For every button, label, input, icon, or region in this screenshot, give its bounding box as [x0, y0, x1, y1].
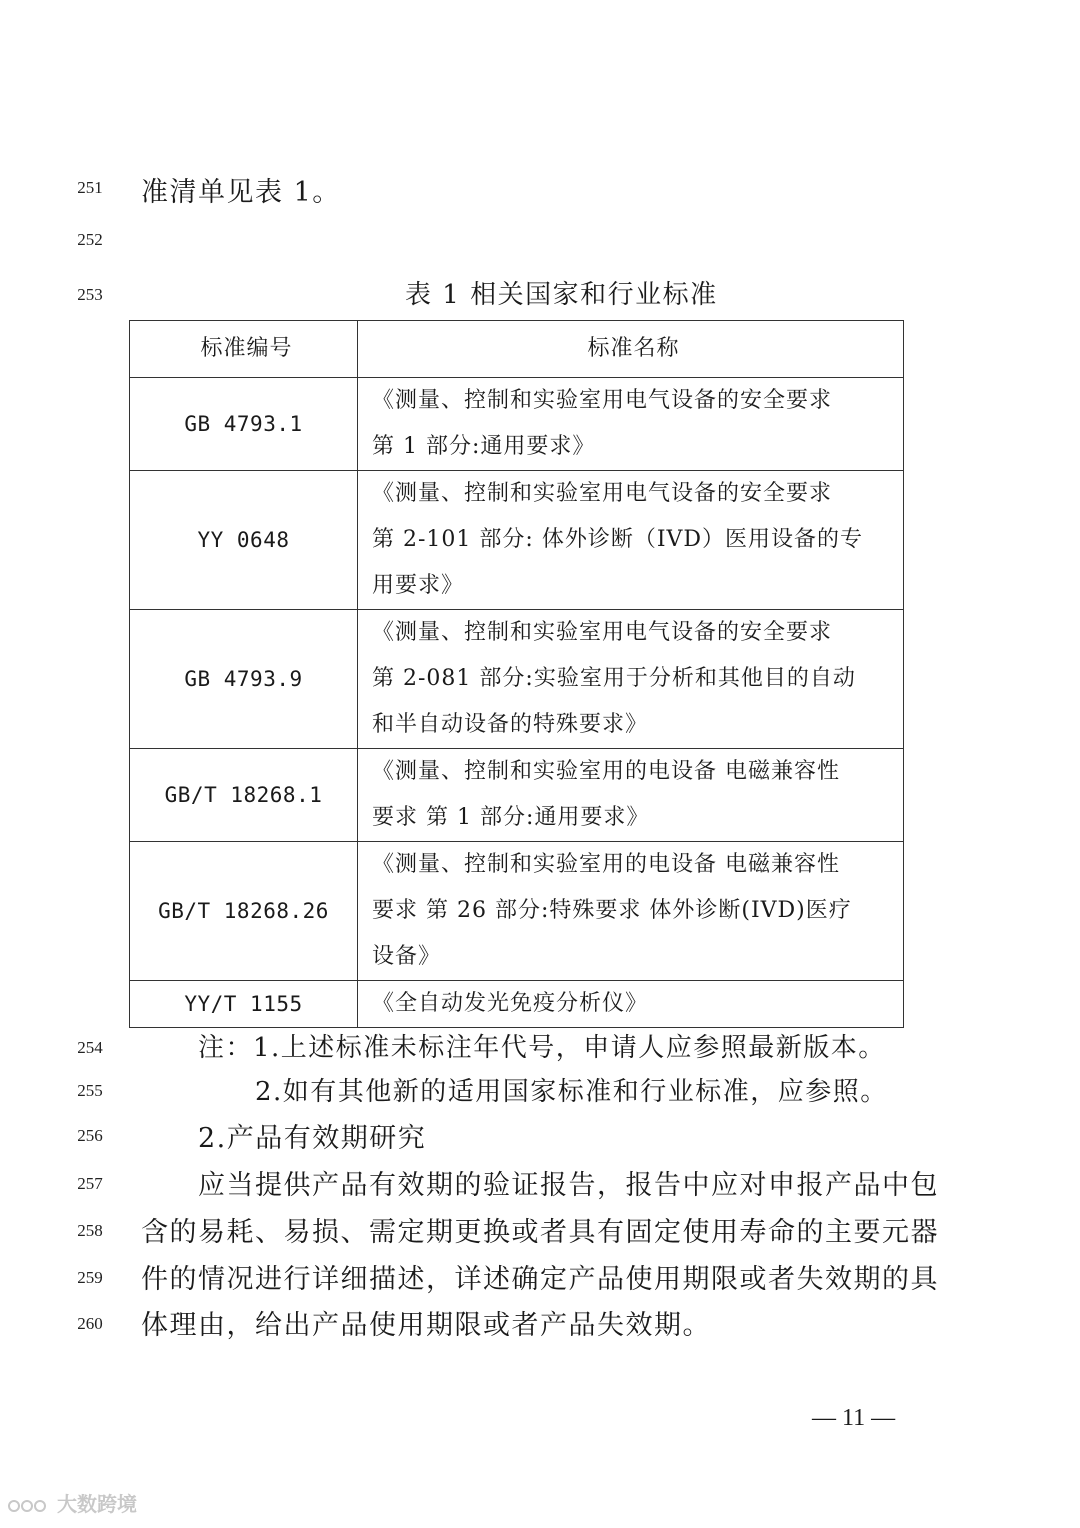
line-number-251: 251 [77, 178, 103, 197]
paragraph-line: 体理由，给出产品使用期限或者产品失效期。 [141, 1310, 711, 1341]
watermark [8, 1488, 137, 1517]
paragraph-line: 含的易耗、易损、需定期更换或者具有固定使用寿命的主要元器 [141, 1217, 939, 1248]
standard-name [358, 378, 904, 471]
standard-name-line: 《测量、控制和实验室用的电设备 电磁兼容性 [372, 759, 840, 784]
standard-name-line: 《测量、控制和实验室用的电设备 电磁兼容性 [372, 852, 840, 877]
standard-name-line: 《测量、控制和实验室用电气设备的安全要求 [372, 388, 833, 413]
line-number-254: 254 [77, 1038, 103, 1057]
standard-name [358, 471, 904, 610]
standard-code: GB 4793.9 [130, 610, 358, 749]
standard-name-line: 《测量、控制和实验室用电气设备的安全要求 [372, 481, 833, 506]
watermark-logo-icon [8, 1497, 46, 1515]
table-caption: 表 1 相关国家和行业标准 [405, 280, 718, 310]
standard-code: GB/T 18268.1 [130, 749, 358, 842]
standard-name-line: 《全自动发光免疫分析仪》 [372, 991, 649, 1016]
standard-name-line: 第 1 部分:通用要求》 [372, 434, 596, 459]
section-heading: 2.产品有效期研究 [198, 1123, 427, 1154]
intro-text: 准清单见表 1。 [141, 177, 341, 208]
line-number-255: 255 [77, 1081, 103, 1100]
line-number-252: 252 [77, 230, 103, 249]
standard-name [358, 610, 904, 749]
line-number-259: 259 [77, 1268, 103, 1287]
line-number-253: 253 [77, 285, 103, 304]
standard-name-line: 《测量、控制和实验室用电气设备的安全要求 [372, 620, 833, 645]
table-row [130, 842, 904, 981]
line-number-260: 260 [77, 1314, 103, 1333]
standard-name [358, 749, 904, 842]
standard-name-line: 要求 第 1 部分:通用要求》 [372, 805, 650, 830]
standard-name-line: 设备》 [372, 944, 442, 969]
header-standard-code: 标准编号 [130, 321, 358, 378]
standard-code: GB 4793.1 [130, 378, 358, 471]
paragraph-line: 应当提供产品有效期的验证报告，报告中应对申报产品中包 [198, 1170, 939, 1201]
table-row [130, 471, 904, 610]
standard-name-line: 要求 第 26 部分:特殊要求 体外诊断(IVD)医疗 [372, 898, 852, 923]
table-row [130, 981, 904, 1028]
standard-name [358, 842, 904, 981]
paragraph-line: 件的情况进行详细描述，详述确定产品使用期限或者失效期的具 [141, 1264, 939, 1295]
header-standard-name: 标准名称 [358, 321, 904, 378]
note-2: 2.如有其他新的适用国家标准和行业标准，应参照。 [255, 1077, 888, 1107]
standard-code: YY/T 1155 [130, 981, 358, 1028]
table-header-row [130, 321, 904, 378]
note-1: 注：1.上述标准未标注年代号，申请人应参照最新版本。 [198, 1033, 886, 1063]
line-number-256: 256 [77, 1126, 103, 1145]
table-row [130, 610, 904, 749]
line-number-257: 257 [77, 1174, 103, 1193]
watermark-text: 大数跨境 [56, 1492, 137, 1516]
standard-name-line: 和半自动设备的特殊要求》 [372, 712, 649, 737]
standard-code: GB/T 18268.26 [130, 842, 358, 981]
standard-name-line: 第 2-101 部分: 体外诊断（IVD）医用设备的专 [372, 527, 864, 552]
standard-name [358, 981, 904, 1028]
standards-table [129, 320, 904, 1028]
page-number: — 11 — [812, 1405, 896, 1431]
standard-code: YY 0648 [130, 471, 358, 610]
standard-name-line: 用要求》 [372, 573, 465, 598]
table-row [130, 749, 904, 842]
line-number-258: 258 [77, 1221, 103, 1240]
table-row [130, 378, 904, 471]
standard-name-line: 第 2-081 部分:实验室用于分析和其他目的自动 [372, 666, 856, 691]
